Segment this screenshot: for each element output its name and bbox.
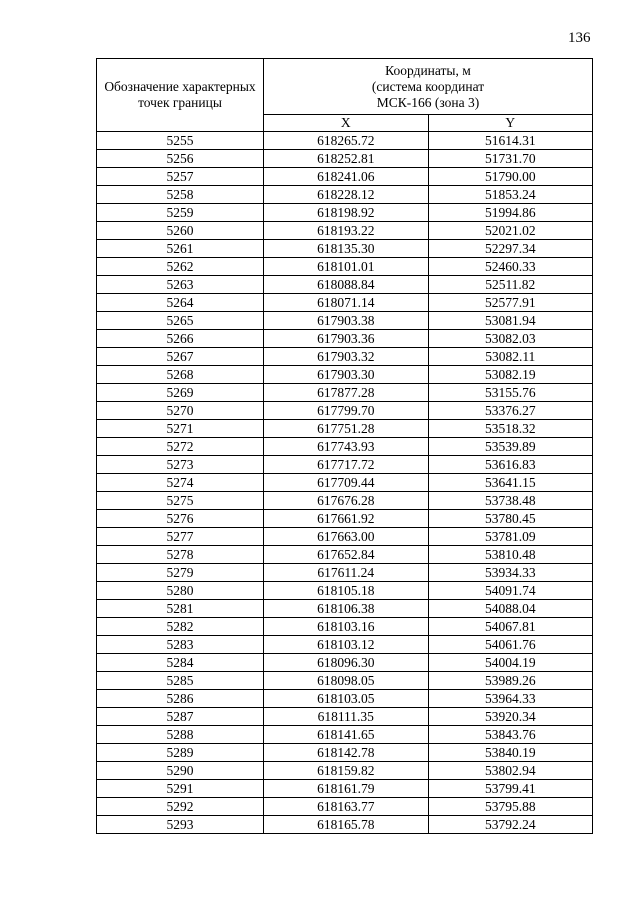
y-coordinate-cell: 53082.03 [428,330,593,348]
y-coordinate-cell: 53082.19 [428,366,593,384]
y-coordinate-cell: 53616.83 [428,456,593,474]
table-row [97,798,593,816]
point-id-cell: 5281 [97,600,264,618]
point-id-cell: 5288 [97,726,264,744]
point-id-cell: 5256 [97,150,264,168]
y-coordinate-cell: 53738.48 [428,492,593,510]
y-coordinate-cell: 51731.70 [428,150,593,168]
point-id-cell: 5258 [97,186,264,204]
y-coordinate-cell: 51790.00 [428,168,593,186]
table-row [97,600,593,618]
y-coordinate-cell: 54091.74 [428,582,593,600]
y-coordinate-cell: 53964.33 [428,690,593,708]
table-row [97,312,593,330]
table-row [97,330,593,348]
table-row [97,618,593,636]
x-coordinate-cell: 618103.12 [264,636,429,654]
point-id-cell: 5269 [97,384,264,402]
table-row [97,672,593,690]
x-coordinate-cell: 618103.16 [264,618,429,636]
x-coordinate-cell: 618088.84 [264,276,429,294]
table-row [97,636,593,654]
table-row [97,420,593,438]
table-row [97,654,593,672]
point-id-cell: 5289 [97,744,264,762]
y-coordinate-cell: 54088.04 [428,600,593,618]
table-row [97,510,593,528]
y-coordinate-cell: 52021.02 [428,222,593,240]
x-coordinate-cell: 617717.72 [264,456,429,474]
table-row [97,150,593,168]
y-coordinate-cell: 53843.76 [428,726,593,744]
x-coordinate-cell: 617661.92 [264,510,429,528]
point-id-cell: 5284 [97,654,264,672]
table-row [97,546,593,564]
point-id-cell: 5275 [97,492,264,510]
page-number: 136 [568,30,591,46]
point-id-cell: 5282 [97,618,264,636]
x-coordinate-cell: 617903.38 [264,312,429,330]
point-id-cell: 5255 [97,132,264,150]
point-id-cell: 5278 [97,546,264,564]
table-row [97,132,593,150]
y-coordinate-cell: 52460.33 [428,258,593,276]
point-id-cell: 5263 [97,276,264,294]
table-row [97,726,593,744]
y-coordinate-cell: 53810.48 [428,546,593,564]
x-coordinate-cell: 617652.84 [264,546,429,564]
x-coordinate-cell: 617903.30 [264,366,429,384]
y-coordinate-cell: 53920.34 [428,708,593,726]
y-coordinate-cell: 52577.91 [428,294,593,312]
table-row [97,708,593,726]
table-row [97,564,593,582]
point-id-cell: 5264 [97,294,264,312]
y-coordinate-cell: 53989.26 [428,672,593,690]
header-coordinates [264,59,593,115]
table-row [97,762,593,780]
x-coordinate-cell: 618101.01 [264,258,429,276]
point-id-cell: 5283 [97,636,264,654]
x-coordinate-cell: 618106.38 [264,600,429,618]
x-coordinate-cell: 618193.22 [264,222,429,240]
header-point-designation: Обозначение характерных точек границы [97,59,264,132]
y-coordinate-cell: 54067.81 [428,618,593,636]
coordinates-table [96,58,593,834]
table-row [97,186,593,204]
point-id-cell: 5262 [97,258,264,276]
point-id-cell: 5261 [97,240,264,258]
x-coordinate-cell: 618135.30 [264,240,429,258]
x-coordinate-cell: 618142.78 [264,744,429,762]
table-row [97,276,593,294]
y-coordinate-cell: 51994.86 [428,204,593,222]
y-coordinate-cell: 52297.34 [428,240,593,258]
table-row [97,690,593,708]
y-coordinate-cell: 53799.41 [428,780,593,798]
table-row [97,402,593,420]
point-id-cell: 5276 [97,510,264,528]
y-coordinate-cell: 53795.88 [428,798,593,816]
table-row [97,258,593,276]
x-coordinate-cell: 618071.14 [264,294,429,312]
table-row [97,168,593,186]
x-coordinate-cell: 617903.32 [264,348,429,366]
y-coordinate-cell: 53155.76 [428,384,593,402]
y-coordinate-cell: 53781.09 [428,528,593,546]
point-id-cell: 5265 [97,312,264,330]
y-coordinate-cell: 53641.15 [428,474,593,492]
y-coordinate-cell: 53539.89 [428,438,593,456]
x-coordinate-cell: 618165.78 [264,816,429,834]
table-row [97,780,593,798]
point-id-cell: 5266 [97,330,264,348]
point-id-cell: 5291 [97,780,264,798]
point-id-cell: 5270 [97,402,264,420]
y-coordinate-cell: 53081.94 [428,312,593,330]
table-row [97,384,593,402]
y-coordinate-cell: 53934.33 [428,564,593,582]
table-row [97,240,593,258]
table-row [97,744,593,762]
x-coordinate-cell: 618096.30 [264,654,429,672]
point-id-cell: 5268 [97,366,264,384]
table-row [97,492,593,510]
point-id-cell: 5259 [97,204,264,222]
point-id-cell: 5290 [97,762,264,780]
x-coordinate-cell: 618265.72 [264,132,429,150]
header-coordinates-line1: Координаты, м [385,62,471,78]
table-row [97,438,593,456]
x-coordinate-cell: 617743.93 [264,438,429,456]
point-id-cell: 5274 [97,474,264,492]
point-id-cell: 5285 [97,672,264,690]
y-coordinate-cell: 53840.19 [428,744,593,762]
y-coordinate-cell: 53780.45 [428,510,593,528]
table-body [97,132,593,834]
y-coordinate-cell: 51614.31 [428,132,593,150]
x-coordinate-cell: 617903.36 [264,330,429,348]
point-id-cell: 5272 [97,438,264,456]
y-coordinate-cell: 53082.11 [428,348,593,366]
x-coordinate-cell: 618103.05 [264,690,429,708]
x-coordinate-cell: 618141.65 [264,726,429,744]
point-id-cell: 5287 [97,708,264,726]
x-coordinate-cell: 617663.00 [264,528,429,546]
x-coordinate-cell: 618161.79 [264,780,429,798]
point-id-cell: 5280 [97,582,264,600]
x-coordinate-cell: 618198.92 [264,204,429,222]
point-id-cell: 5267 [97,348,264,366]
table-row [97,456,593,474]
x-coordinate-cell: 617709.44 [264,474,429,492]
y-coordinate-cell: 54004.19 [428,654,593,672]
table-row [97,582,593,600]
x-coordinate-cell: 618105.18 [264,582,429,600]
x-coordinate-cell: 618163.77 [264,798,429,816]
x-coordinate-cell: 618159.82 [264,762,429,780]
x-coordinate-cell: 618252.81 [264,150,429,168]
table-row [97,294,593,312]
x-coordinate-cell: 618228.12 [264,186,429,204]
point-id-cell: 5271 [97,420,264,438]
x-coordinate-cell: 617799.70 [264,402,429,420]
point-id-cell: 5293 [97,816,264,834]
x-coordinate-cell: 617751.28 [264,420,429,438]
x-coordinate-cell: 617877.28 [264,384,429,402]
point-id-cell: 5273 [97,456,264,474]
header-coordinates-line3: МСК-166 (зона 3) [376,94,480,110]
point-id-cell: 5257 [97,168,264,186]
y-coordinate-cell: 52511.82 [428,276,593,294]
table-row [97,528,593,546]
y-coordinate-cell: 53802.94 [428,762,593,780]
header-y: Y [428,115,593,132]
header-row-top [97,59,593,115]
y-coordinate-cell: 53792.24 [428,816,593,834]
table-row [97,474,593,492]
point-id-cell: 5277 [97,528,264,546]
x-coordinate-cell: 618241.06 [264,168,429,186]
header-x: X [264,115,429,132]
x-coordinate-cell: 618098.05 [264,672,429,690]
table-row [97,816,593,834]
header-coordinates-line2: (система координат [371,78,485,94]
y-coordinate-cell: 54061.76 [428,636,593,654]
x-coordinate-cell: 617676.28 [264,492,429,510]
y-coordinate-cell: 53376.27 [428,402,593,420]
table-row [97,348,593,366]
x-coordinate-cell: 618111.35 [264,708,429,726]
x-coordinate-cell: 617611.24 [264,564,429,582]
y-coordinate-cell: 51853.24 [428,186,593,204]
point-id-cell: 5279 [97,564,264,582]
table-row [97,222,593,240]
point-id-cell: 5260 [97,222,264,240]
point-id-cell: 5292 [97,798,264,816]
point-id-cell: 5286 [97,690,264,708]
table-row [97,366,593,384]
y-coordinate-cell: 53518.32 [428,420,593,438]
table-header [97,59,593,132]
table-row [97,204,593,222]
